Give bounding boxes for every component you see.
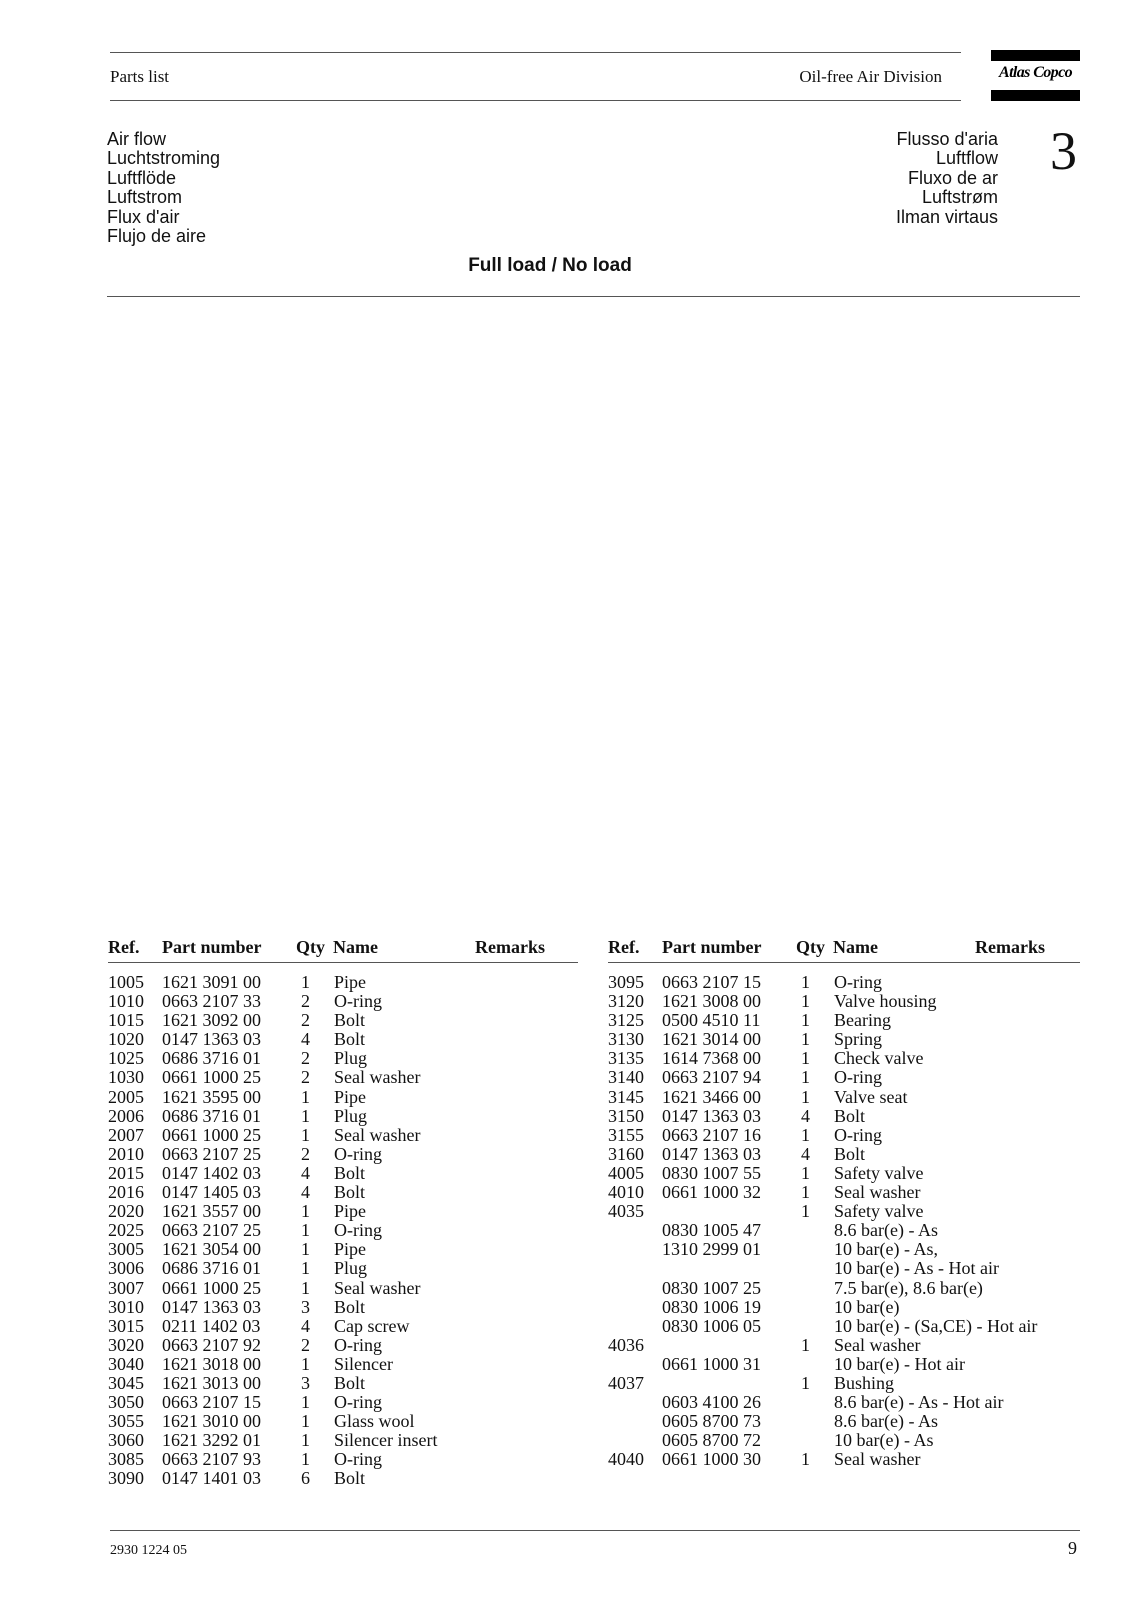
cell-qty: 1 [801, 1334, 810, 1355]
cell-ref: 2020 [108, 1201, 144, 1222]
cell-name: O-ring [334, 1449, 382, 1470]
cell-ref: 1030 [108, 1067, 144, 1088]
cell-qty: 1 [301, 1201, 310, 1222]
cell-part-number: 0663 2107 33 [162, 991, 261, 1012]
cell-name: 10 bar(e) - As, [834, 1239, 938, 1260]
cell-qty: 1 [301, 1105, 310, 1126]
cell-ref: 3130 [608, 1029, 644, 1050]
cell-part-number: 0147 1363 03 [162, 1029, 261, 1050]
title-de: Luftstrom [107, 187, 183, 208]
parts-table-right [608, 937, 1080, 1470]
titles-left [107, 130, 220, 246]
cell-name: 10 bar(e) [834, 1296, 900, 1317]
cell-qty: 4 [801, 1143, 810, 1164]
cell-name: Silencer insert [334, 1430, 438, 1451]
cell-part-number: 0830 1006 05 [662, 1315, 761, 1336]
title-es: Flujo de aire [107, 226, 207, 247]
table-header [108, 937, 578, 961]
header-name: Name [833, 937, 878, 957]
cell-part-number: 0663 2107 25 [162, 1143, 261, 1164]
cell-part-number: 0147 1401 03 [162, 1468, 261, 1489]
cell-part-number: 1621 3292 01 [162, 1430, 261, 1451]
cell-ref: 2025 [108, 1220, 144, 1241]
cell-part-number: 0830 1005 47 [662, 1220, 761, 1241]
cell-qty: 2 [301, 1143, 310, 1164]
cell-qty: 4 [801, 1105, 810, 1126]
page-subtitle: Full load / No load [468, 255, 632, 276]
header-division: Oil-free Air Division [799, 67, 942, 86]
cell-ref: 1005 [108, 972, 144, 992]
cell-name: Seal washer [334, 1067, 421, 1088]
header-ref: Ref. [108, 937, 140, 957]
cell-qty: 1 [801, 1048, 810, 1069]
cell-part-number: 0661 1000 32 [662, 1182, 761, 1203]
cell-qty: 1 [801, 1201, 810, 1222]
cell-name: Check valve [834, 1048, 924, 1069]
cell-name: O-ring [334, 991, 382, 1012]
cell-ref: 3155 [608, 1124, 644, 1145]
title-fi: Ilman virtaus [895, 206, 998, 227]
cell-part-number: 0661 1000 25 [162, 1067, 261, 1088]
cell-ref: 3090 [108, 1468, 144, 1489]
cell-part-number: 1621 3013 00 [162, 1372, 261, 1393]
titles-right [896, 130, 998, 227]
cell-qty: 2 [301, 1334, 310, 1355]
title-rule [107, 296, 1080, 297]
cell-name: Bolt [334, 1296, 366, 1317]
cell-ref: 2010 [108, 1143, 144, 1164]
cell-name: 10 bar(e) - As [834, 1430, 934, 1451]
cell-ref: 3045 [108, 1372, 144, 1393]
cell-ref: 3006 [108, 1258, 144, 1279]
cell-name: Bolt [334, 1372, 366, 1393]
cell-part-number: 0663 2107 94 [662, 1067, 761, 1088]
cell-ref: 4005 [608, 1162, 644, 1183]
cell-part-number: 1310 2999 01 [662, 1239, 761, 1260]
cell-part-number: 0663 2107 92 [162, 1334, 261, 1355]
cell-part-number: 0686 3716 01 [162, 1048, 261, 1069]
cell-part-number: 0686 3716 01 [162, 1258, 261, 1279]
cell-qty: 3 [301, 1296, 310, 1317]
cell-name: 10 bar(e) - As - Hot air [834, 1258, 999, 1279]
cell-name: O-ring [834, 972, 882, 992]
cell-name: Glass wool [334, 1411, 415, 1432]
header-doc-type: Parts list [110, 67, 170, 86]
table-header-rule [108, 962, 578, 963]
cell-ref: 2016 [108, 1182, 144, 1203]
cell-ref: 3007 [108, 1277, 144, 1298]
cell-qty: 1 [801, 1010, 810, 1031]
cell-qty: 1 [301, 1258, 310, 1279]
header-part-number: Part number [162, 937, 262, 957]
page-number: 9 [1068, 1538, 1077, 1558]
cell-qty: 1 [301, 1220, 310, 1241]
header-remarks: Remarks [975, 937, 1045, 957]
cell-part-number: 1621 3008 00 [662, 991, 761, 1012]
cell-qty: 1 [801, 991, 810, 1012]
cell-ref: 1015 [108, 1010, 144, 1031]
cell-ref: 3015 [108, 1315, 144, 1336]
cell-name: Seal washer [834, 1182, 921, 1203]
cell-ref: 4036 [608, 1334, 644, 1355]
cell-part-number: 0663 2107 15 [662, 972, 761, 992]
title-no: Luftstrøm [921, 187, 998, 208]
cell-part-number: 0661 1000 25 [162, 1124, 261, 1145]
cell-ref: 1010 [108, 991, 144, 1012]
header-ref: Ref. [608, 937, 640, 957]
cell-name: Plug [334, 1258, 368, 1279]
parts-table-left [108, 937, 578, 1489]
cell-ref: 3010 [108, 1296, 144, 1317]
cell-qty: 2 [301, 1048, 310, 1069]
footer-doc-code: 2930 1224 05 [110, 1543, 187, 1558]
cell-part-number: 0605 8700 72 [662, 1430, 761, 1451]
cell-ref: 4040 [608, 1449, 644, 1470]
cell-name: Plug [334, 1105, 368, 1126]
cell-ref: 4035 [608, 1201, 644, 1222]
cell-ref: 3095 [608, 972, 644, 992]
cell-ref: 3040 [108, 1353, 144, 1374]
cell-ref: 3135 [608, 1048, 644, 1069]
header-top-rule [110, 52, 961, 53]
cell-qty: 1 [801, 1124, 810, 1145]
cell-ref: 1020 [108, 1029, 144, 1050]
cell-ref: 3055 [108, 1411, 144, 1432]
cell-ref: 3150 [608, 1105, 644, 1126]
cell-name: 10 bar(e) - (Sa,CE) - Hot air [834, 1315, 1038, 1336]
cell-part-number: 1621 3018 00 [162, 1353, 261, 1374]
header-part-number: Part number [662, 937, 762, 957]
header-qty: Qty [796, 937, 825, 957]
cell-qty: 4 [301, 1029, 310, 1050]
table-header-rule [608, 962, 1080, 963]
cell-ref: 1025 [108, 1048, 144, 1069]
header-qty: Qty [296, 937, 325, 957]
cell-part-number: 1621 3054 00 [162, 1239, 261, 1260]
cell-part-number: 1621 3091 00 [162, 972, 261, 992]
cell-name: O-ring [834, 1067, 882, 1088]
title-en: Air flow [107, 129, 167, 149]
cell-part-number: 0147 1402 03 [162, 1162, 261, 1183]
cell-ref: 2007 [108, 1124, 144, 1145]
cell-name: Cap screw [334, 1315, 410, 1336]
title-sv: Luftflöde [107, 167, 177, 188]
cell-ref: 3160 [608, 1143, 644, 1164]
cell-qty: 1 [301, 1086, 310, 1107]
cell-name: Bolt [334, 1468, 366, 1489]
title-nl: Luchtstroming [107, 148, 221, 169]
cell-part-number: 0147 1363 03 [162, 1296, 261, 1317]
cell-qty: 1 [301, 1392, 310, 1413]
cell-part-number: 0663 2107 93 [162, 1449, 261, 1470]
cell-name: Seal washer [334, 1277, 421, 1298]
cell-part-number: 0147 1363 03 [662, 1143, 761, 1164]
cell-qty: 2 [301, 1010, 310, 1031]
cell-part-number: 0661 1000 25 [162, 1277, 261, 1298]
cell-name: Seal washer [834, 1449, 921, 1470]
cell-part-number: 1621 3595 00 [162, 1086, 261, 1107]
cell-name: 8.6 bar(e) - As [834, 1220, 938, 1241]
cell-ref: 3050 [108, 1392, 144, 1413]
cell-qty: 1 [801, 1086, 810, 1107]
cell-part-number: 0661 1000 30 [662, 1449, 761, 1470]
header-bottom-rule [110, 100, 961, 101]
cell-qty: 2 [301, 991, 310, 1012]
cell-qty: 6 [301, 1468, 310, 1489]
cell-name: Bolt [834, 1105, 866, 1126]
cell-name: Spring [834, 1029, 883, 1050]
cell-part-number: 0830 1007 25 [662, 1277, 761, 1298]
cell-part-number: 0147 1405 03 [162, 1182, 261, 1203]
cell-name: Plug [334, 1048, 368, 1069]
cell-part-number: 0661 1000 31 [662, 1353, 761, 1374]
cell-part-number: 1621 3014 00 [662, 1029, 761, 1050]
cell-name: Pipe [334, 1086, 367, 1107]
cell-name: O-ring [334, 1220, 382, 1241]
title-pt: Fluxo de ar [907, 167, 998, 188]
header-remarks: Remarks [475, 937, 545, 957]
cell-ref: 3060 [108, 1430, 144, 1451]
cell-qty: 4 [301, 1182, 310, 1203]
cell-name: Bolt [334, 1182, 366, 1203]
cell-name: Pipe [334, 1239, 367, 1260]
cell-part-number: 0663 2107 16 [662, 1124, 761, 1145]
cell-ref: 3020 [108, 1334, 144, 1355]
cell-name: 7.5 bar(e), 8.6 bar(e) [834, 1277, 983, 1298]
cell-qty: 1 [801, 1029, 810, 1050]
cell-qty: 1 [801, 1182, 810, 1203]
cell-ref: 3145 [608, 1086, 644, 1107]
cell-name: Bolt [834, 1143, 866, 1164]
cell-name: Pipe [334, 1201, 367, 1222]
section-number: 3 [1050, 121, 1077, 181]
cell-ref: 4037 [608, 1372, 644, 1393]
cell-qty: 4 [301, 1315, 310, 1336]
cell-part-number: 0830 1006 19 [662, 1296, 761, 1317]
cell-name: Valve seat [834, 1086, 908, 1107]
cell-name: O-ring [334, 1143, 382, 1164]
header-name: Name [333, 937, 378, 957]
cell-part-number: 0830 1007 55 [662, 1162, 761, 1183]
cell-ref: 3120 [608, 991, 644, 1012]
cell-name: Bolt [334, 1010, 366, 1031]
cell-qty: 2 [301, 1067, 310, 1088]
cell-part-number: 0603 4100 26 [662, 1392, 761, 1413]
title-fr: Flux d'air [107, 206, 180, 227]
cell-qty: 1 [801, 1067, 810, 1088]
cell-name: O-ring [334, 1334, 382, 1355]
footer-rule [110, 1530, 1080, 1531]
cell-qty: 3 [301, 1372, 310, 1393]
cell-ref: 2015 [108, 1162, 144, 1183]
cell-name: Bearing [834, 1010, 891, 1031]
cell-qty: 1 [301, 1239, 310, 1260]
cell-ref: 4010 [608, 1182, 644, 1203]
atlas-copco-logo [991, 50, 1080, 102]
cell-ref: 2005 [108, 1086, 144, 1107]
cell-name: O-ring [834, 1124, 882, 1145]
cell-part-number: 0663 2107 15 [162, 1392, 261, 1413]
cell-ref: 3005 [108, 1239, 144, 1260]
cell-part-number: 0500 4510 11 [662, 1010, 761, 1031]
cell-ref: 3140 [608, 1067, 644, 1088]
cell-name: O-ring [334, 1392, 382, 1413]
cell-ref: 3085 [108, 1449, 144, 1470]
cell-qty: 1 [301, 972, 310, 992]
cell-name: Seal washer [834, 1334, 921, 1355]
cell-part-number: 0211 1402 03 [162, 1315, 261, 1336]
cell-part-number: 1614 7368 00 [662, 1048, 761, 1069]
cell-name: 8.6 bar(e) - As - Hot air [834, 1392, 1004, 1413]
cell-qty: 1 [301, 1411, 310, 1432]
cell-ref: 2006 [108, 1105, 144, 1126]
cell-ref: 3125 [608, 1010, 644, 1031]
cell-part-number: 1621 3466 00 [662, 1086, 761, 1107]
table-header [608, 937, 1080, 961]
cell-qty: 1 [301, 1430, 310, 1451]
cell-qty: 1 [801, 1449, 810, 1470]
title-it: Flusso d'aria [896, 129, 998, 149]
cell-qty: 1 [301, 1124, 310, 1145]
cell-name: Safety valve [834, 1201, 924, 1222]
cell-qty: 1 [801, 972, 810, 992]
cell-qty: 1 [301, 1353, 310, 1374]
title-da: Luftflow [935, 148, 998, 169]
cell-name: Safety valve [834, 1162, 924, 1183]
cell-part-number: 1621 3010 00 [162, 1411, 261, 1432]
cell-qty: 4 [301, 1162, 310, 1183]
cell-part-number: 1621 3092 00 [162, 1010, 261, 1031]
cell-name: Pipe [334, 972, 367, 992]
logo-wordmark: Atlas Copco [999, 64, 1072, 81]
cell-name: Valve housing [834, 991, 937, 1012]
cell-name: Seal washer [334, 1124, 421, 1145]
cell-name: 8.6 bar(e) - As [834, 1411, 938, 1432]
cell-name: Bushing [834, 1372, 895, 1393]
cell-part-number: 0686 3716 01 [162, 1105, 261, 1126]
cell-name: 10 bar(e) - Hot air [834, 1353, 965, 1374]
cell-qty: 1 [301, 1449, 310, 1470]
cell-qty: 1 [301, 1277, 310, 1298]
cell-name: Bolt [334, 1162, 366, 1183]
cell-part-number: 1621 3557 00 [162, 1201, 261, 1222]
cell-part-number: 0147 1363 03 [662, 1105, 761, 1126]
cell-part-number: 0605 8700 73 [662, 1411, 761, 1432]
cell-name: Silencer [334, 1353, 393, 1374]
cell-qty: 1 [801, 1162, 810, 1183]
cell-part-number: 0663 2107 25 [162, 1220, 261, 1241]
cell-qty: 1 [801, 1372, 810, 1393]
cell-name: Bolt [334, 1029, 366, 1050]
